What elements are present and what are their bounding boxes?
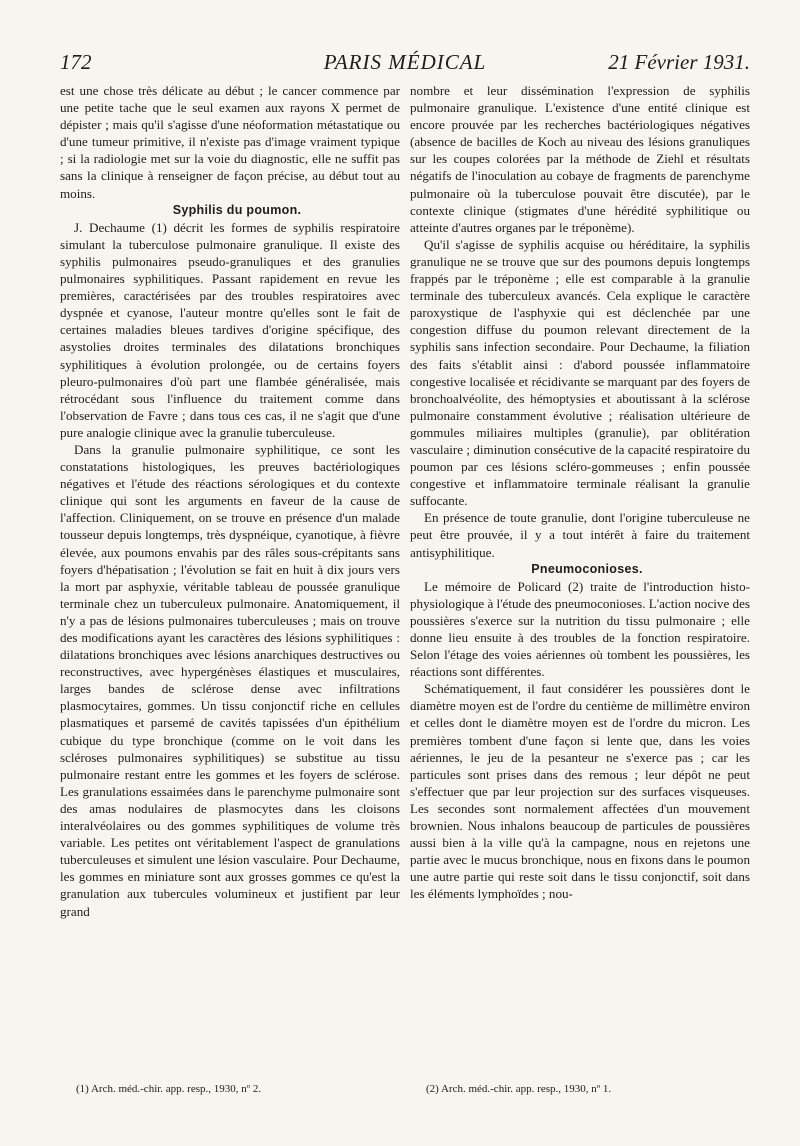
paragraph: Schématiquement, il faut considérer les poussières dont le diamètre moyen est de l'ordre du centième de millimètre environ et celles dont le diamètre moyen est de l'ordre du micron. Les premières tombent d'une façon si lente que, dans les voies aériennes, le jeu de la pesanteur ne s'exerce pas ; car les particules sont prises dans des remous ; leur dépôt ne peut s'effectuer que par leur projection sur des surfaces visqueuses. Les secondes sont normalement affectées d'un mouvement brownien. Nous inhalons beaucoup de particules de poussières aussi bien à la ville qu'à la campagne, nous en rejetons une partie avec le mucus bronchique, nous en fixons dans le poumon une autre partie qui reste soit dans le tissu conjonctif, soit dans les éléments lymphoïdes ; nou- bbox=[410, 681, 750, 902]
left-column bbox=[60, 82, 400, 920]
page-header bbox=[60, 50, 750, 80]
footnote-2: (2) Arch. méd.-chir. app. resp., 1930, nº 1. bbox=[426, 1083, 612, 1095]
paragraph: est une chose très délicate au début ; le cancer commence par une petite tache que le seul examen aux rayons X permet de dépister ; mais qu'il s'agisse d'une néoformation métastatique ou d'une tumeur primitive, il n'existe pas d'image vraiment typique ; si la radiologie met sur la voie du diagnostic, elle ne suffit pas sans la clinique à renseigner de façon précise, au début tout au moins. bbox=[60, 83, 400, 201]
paragraph: Dans la granulie pulmonaire syphilitique, ce sont les constatations histologiques, les preuves bactériologiques négatives et l'étude des réactions sérologiques et du contexte clinique qui sont les arguments en faveur de la cause de l'affection. Cliniquement, on se trouve en présence d'un malade tousseur depuis longtemps, très dyspnéique, cyanotique, à fièvre élevée, aux poumons envahis par des râles sous-crépitants sans foyers d'hépatisation ; l'évolution se fait en huit à dix jours vers la mort par asphyxie, véritable tableau de poussée granulique terminale chez un tuberculeux pulmonaire. Anatomiquement, il n'y a pas de lésions pulmonaires tuberculeuses ; mais on trouve des modifications ayant les caractères des lésions syphilitiques : dilatations bronchiques avec lésions anarchiques destructives ou reconstructives, avec hypergénèses élastiques et musculaires, larges bandes de sclérose dense avec infiltrations plasmocytaires, gommes. Un tissu conjonctif riche en cellules plasmatiques et parsemé de cavités tapissées d'un épithélium cubique du type bronchique (comme on le voit dans les scléroses pulmonaires syphilitiques) se substitue au tissu pulmonaire restant entre les gommes et les foyers de sclérose. Les granulations essaimées dans le parenchyme pulmonaire sont des amas nodulaires de plasmocytes dans les cloisons interalvéolaires ou des gommes syphilitiques de volume très variable. Les petites ont véritablement l'aspect de granulations tuberculeuses et simulent une lésion vasculaire. Pour Dechaume, les gommes en miniature sont aux grosses gommes ce qu'est la granulation aux tubercules volumineux et justifient par leur grand bbox=[60, 441, 400, 919]
issue-date: 21 Février 1931. bbox=[608, 50, 750, 74]
footnote-1: (1) Arch. méd.-chir. app. resp., 1930, nº 2. bbox=[76, 1083, 262, 1095]
paragraph: Le mémoire de Policard (2) traite de l'introduction histo-physiologique à l'étude des pneumoconioses. L'action nocive des poussières s'exerce sur la nutrition du tissu pulmonaire ; elle donne lieu ensuite à des troubles de la fonction respiratoire. Selon l'étage des voies aériennes où tombent les poussières, les réactions sont différentes. bbox=[410, 578, 750, 680]
paragraph: Qu'il s'agisse de syphilis acquise ou héréditaire, la syphilis granulique ne se trouve que sur des poumons depuis longtemps frappés par le tréponème ; elle est comparable à la granulie terminale des tuberculeux avancés. Cela explique le caractère paroxystique de l'asphyxie qui est déclenchée par une congestion diffuse du poumon relevant directement de la syphilis sans infection secondaire. Pour Dechaume, la filiation des faits s'établit ainsi : d'abord poussée inflammatoire congestive localisée et récidivante se marquant par des foyers de bronchoalvéolite, des hémoptysies et aboutissant à la sclérose pulmonaire constamment évolutive ; réalisation ultérieure de gommules miliaires multiples (granulie), par oblitération vasculaire ; diminution consécutive de la capacité respiratoire du poumon par ces lésions scléro-gommeuses ; enfin poussée congestive et inflammatoire terminale réalisant la granulie suffocante. bbox=[410, 236, 750, 509]
journal-title: PARIS MÉDICAL bbox=[323, 50, 487, 74]
paragraph: J. Dechaume (1) décrit les formes de syphilis respiratoire simulant la tuberculose pulmonaire granulique. Il existe des syphilis pulmonaires pseudo-granuliques et des granulies pulmonaires syphilitiques. Passant rapidement en revue les premières, caractérisées par des troubles respiratoires avec dyspnée et cyanose, l'auteur montre qu'elles sont le fait de certaines maladies bleues tardives d'origine spécifique, des asystolies droites terminales des dilatations bronchiques syphilitiques à évolution prolongée, ou de certains foyers pleuro-pulmonaires d'où part une flambée généralisée, mais rétrocédant sous l'influence du traitement comme dans l'observation de Favre ; dans tous ces cas, il ne s'agit que d'une pure analogie clinique avec la granulie tuberculeuse. bbox=[60, 219, 400, 440]
right-column bbox=[410, 82, 750, 903]
section-title-syphilis: Syphilis du poumon. bbox=[172, 202, 302, 217]
paragraph: nombre et leur dissémination l'expression de syphilis pulmonaire granulique. L'existence d'une entité clinique est encore prouvée par les recherches bactériologiques négatives (absence de bacilles de Koch au niveau des lésions granuliques sur les coupes colorées par la méthode de Ziehl et résultats négatifs de l'inoculation au cobaye de fragments de parenchyme pulmonaire où la tuberculose pouvait être discutée), par le contexte clinique (stigmates d'une hérédité syphilitique ou atteinte d'autres organes par le tréponème). bbox=[410, 83, 750, 235]
paragraph: En présence de toute granulie, dont l'origine tuberculeuse ne peut être prouvée, il y a tout intérêt à faire du traitement antisyphilitique. bbox=[410, 510, 750, 560]
page-number: 172 bbox=[60, 50, 92, 74]
section-title-pneumoconioses: Pneumoconioses. bbox=[531, 561, 643, 576]
